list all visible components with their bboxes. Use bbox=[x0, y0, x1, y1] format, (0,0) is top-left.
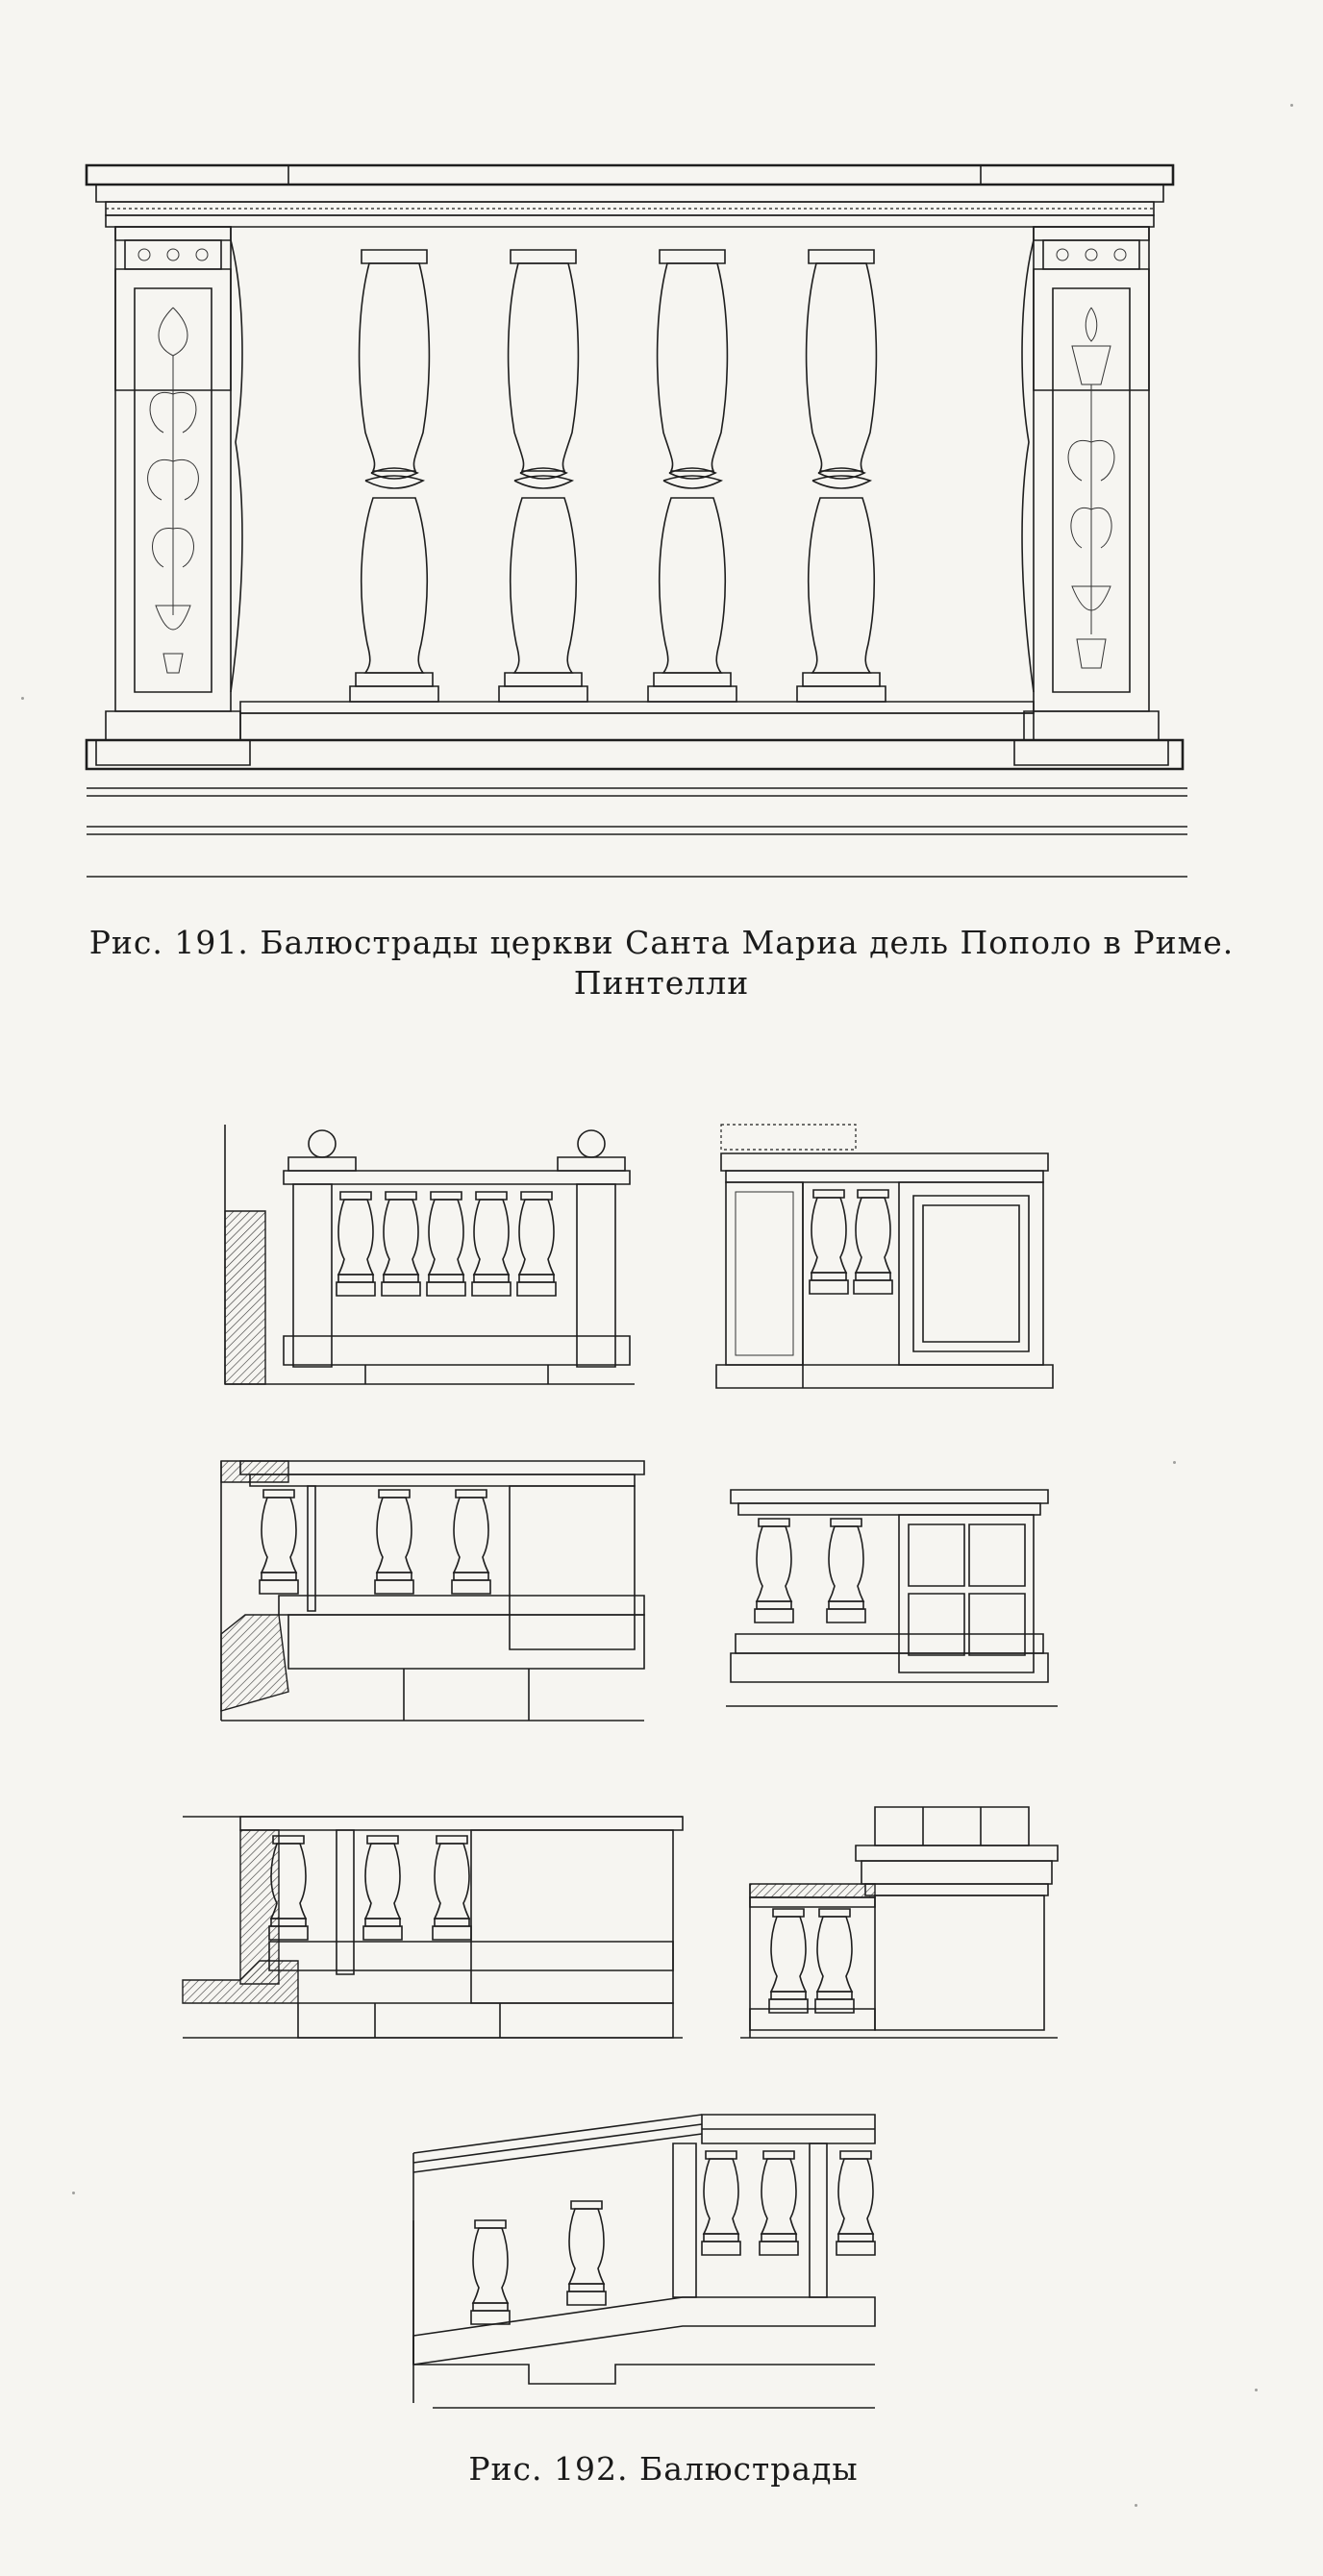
figure-191-caption-line1: Рис. 191. Балюстрады церкви Санта Мариа дель Пополо в Риме. bbox=[88, 924, 1235, 961]
scan-speck bbox=[1255, 2389, 1258, 2391]
figure-192-caption bbox=[288, 2449, 1038, 2489]
scan-speck bbox=[1135, 2504, 1137, 2507]
figure-192-caption-text: Рис. 192. Балюстрады bbox=[468, 2450, 859, 2488]
figure-191-drawing bbox=[87, 154, 1240, 904]
scan-speck bbox=[1290, 104, 1293, 107]
figure-191-caption bbox=[58, 923, 1265, 1003]
figure-191-caption-line2: Пинтелли bbox=[573, 964, 750, 1002]
scan-speck bbox=[1173, 1461, 1176, 1464]
figure-192-drawing bbox=[183, 1115, 1144, 2422]
scan-speck bbox=[72, 2192, 75, 2194]
scan-speck bbox=[21, 697, 24, 700]
